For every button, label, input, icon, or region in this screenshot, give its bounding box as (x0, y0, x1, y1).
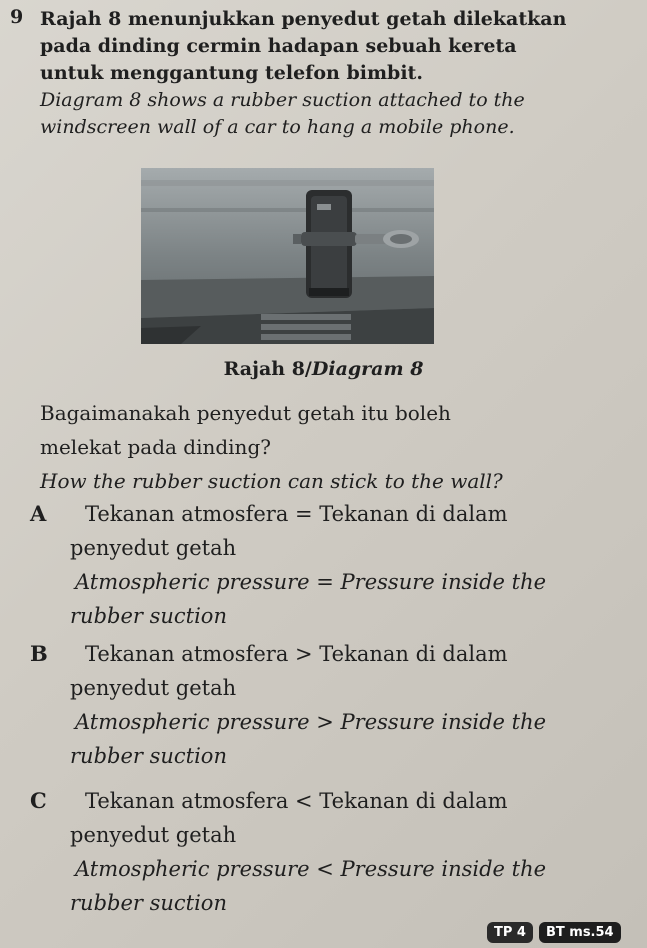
option-ms-line1: Tekanan atmosfera < Tekanan di dalam (85, 789, 508, 813)
option-ms-line2: penyedut getah (70, 676, 237, 700)
question-stem-malay (40, 6, 630, 87)
bt-badge: BT ms.54 (539, 922, 621, 943)
option-en-line2: rubber suction (70, 604, 227, 628)
option-a[interactable] (30, 497, 630, 633)
ask-ms-line: Bagaimanakah penyedut getah itu boleh (40, 401, 451, 425)
option-letter: C (30, 788, 47, 813)
stem-ms-line: untuk menggantung telefon bimbit. (40, 62, 423, 84)
ask-ms-line: melekat pada dinding? (40, 435, 271, 459)
caption-english: Diagram 8 (311, 358, 424, 380)
option-ms-line2: penyedut getah (70, 823, 237, 847)
option-b[interactable] (30, 637, 630, 773)
question-ask-english: How the rubber suction can stick to the wall? (40, 469, 503, 493)
option-ms-line1: Tekanan atmosfera > Tekanan di dalam (85, 642, 508, 666)
stem-en-line: windscreen wall of a car to hang a mobile phone. (40, 116, 515, 138)
option-ms-line1: Tekanan atmosfera = Tekanan di dalam (85, 502, 508, 526)
stem-en-line: Diagram 8 shows a rubber suction attached to the (40, 89, 525, 111)
level-badges (487, 922, 621, 943)
option-en-line1: Atmospheric pressure > Pressure inside the (75, 710, 547, 734)
car-phone-holder-illustration (141, 168, 434, 344)
question-ask-malay (40, 396, 602, 464)
option-en-line2: rubber suction (70, 891, 227, 915)
question-stem-english (40, 87, 630, 141)
diagram-photo (141, 168, 434, 344)
option-ms-line2: penyedut getah (70, 536, 237, 560)
tp-badge: TP 4 (487, 922, 533, 943)
option-en-line1: Atmospheric pressure = Pressure inside the (75, 570, 547, 594)
question-number: 9 (10, 6, 24, 28)
stem-ms-line: pada dinding cermin hadapan sebuah kereta (40, 35, 517, 57)
option-en-line1: Atmospheric pressure < Pressure inside the (75, 857, 547, 881)
stem-ms-line: Rajah 8 menunjukkan penyedut getah dilekatkan (40, 8, 567, 30)
option-letter: B (30, 641, 48, 666)
option-letter: A (30, 501, 47, 526)
diagram-caption (0, 358, 647, 380)
caption-malay: Rajah 8/ (223, 358, 312, 380)
option-c[interactable] (30, 784, 630, 920)
option-en-line2: rubber suction (70, 744, 227, 768)
